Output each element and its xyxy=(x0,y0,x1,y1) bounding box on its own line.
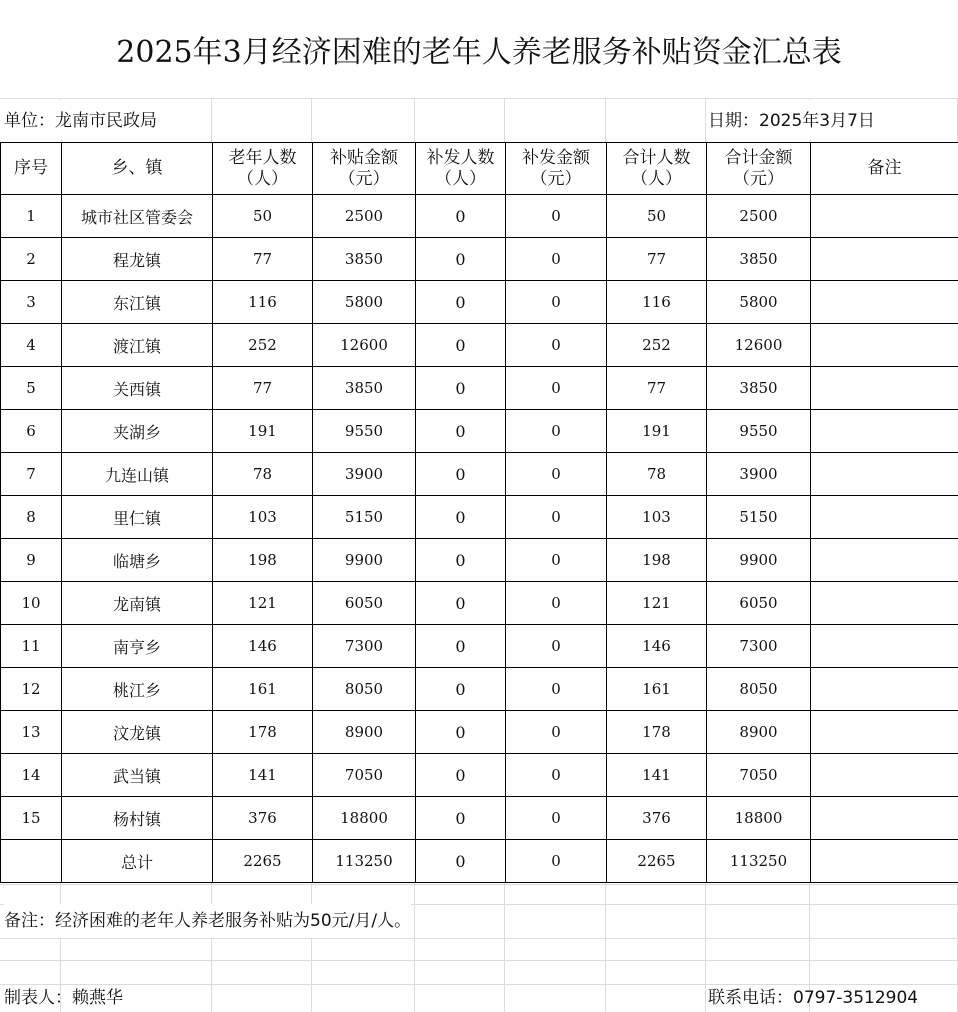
cell-reissue-people: 0 xyxy=(416,668,506,711)
table-row xyxy=(1,711,958,754)
cell-seq: 12 xyxy=(1,668,62,711)
cell-reissue-people: 0 xyxy=(416,367,506,410)
cell-reissue-amount: 0 xyxy=(506,453,607,496)
cell-subsidy: 9550 xyxy=(313,410,416,453)
cell-total-amount: 2500 xyxy=(707,195,811,238)
header-line1: 合计金额 xyxy=(724,147,793,168)
cell-seq: 4 xyxy=(1,324,62,367)
cell-total-amount: 113250 xyxy=(707,840,811,883)
sheet-gridline xyxy=(0,938,958,939)
cell-remark xyxy=(811,238,958,281)
cell-town: 龙南镇 xyxy=(62,582,213,625)
cell-reissue-amount: 0 xyxy=(506,582,607,625)
cell-town: 里仁镇 xyxy=(62,496,213,539)
cell-total-amount: 3850 xyxy=(707,238,811,281)
cell-total-amount: 12600 xyxy=(707,324,811,367)
cell-elders: 376 xyxy=(213,797,313,840)
cell-town: 夹湖乡 xyxy=(62,410,213,453)
cell-remark xyxy=(811,453,958,496)
header-subsidy xyxy=(313,143,416,195)
cell-remark xyxy=(811,539,958,582)
header-line2: （元） xyxy=(338,168,390,189)
cell-total-people: 141 xyxy=(607,754,707,797)
cell-subsidy: 3850 xyxy=(313,367,416,410)
cell-subsidy: 12600 xyxy=(313,324,416,367)
cell-total-people: 198 xyxy=(607,539,707,582)
table-row xyxy=(1,238,958,281)
header-line2: （元） xyxy=(530,168,582,189)
header-reissue-amount xyxy=(506,143,607,195)
cell-reissue-amount: 0 xyxy=(506,668,607,711)
cell-seq: 13 xyxy=(1,711,62,754)
cell-total-people: 2265 xyxy=(607,840,707,883)
cell-reissue-people: 0 xyxy=(416,410,506,453)
cell-elders: 77 xyxy=(213,367,313,410)
cell-reissue-people: 0 xyxy=(416,711,506,754)
cell-elders: 161 xyxy=(213,668,313,711)
contact-phone: 联系电话：0797-3512904 xyxy=(708,988,919,1008)
cell-town: 东江镇 xyxy=(62,281,213,324)
cell-reissue-amount: 0 xyxy=(506,281,607,324)
table-row xyxy=(1,668,958,711)
table-row xyxy=(1,625,958,668)
header-line2: （元） xyxy=(733,168,784,189)
cell-subsidy: 7300 xyxy=(313,625,416,668)
table-row xyxy=(1,195,958,238)
cell-subsidy: 113250 xyxy=(313,840,416,883)
cell-total-people: 77 xyxy=(607,367,707,410)
cell-elders: 198 xyxy=(213,539,313,582)
cell-town: 九连山镇 xyxy=(62,453,213,496)
cell-total-amount: 8900 xyxy=(707,711,811,754)
table-maker: 制表人：赖燕华 xyxy=(4,988,123,1008)
table-header-row xyxy=(1,143,958,195)
cell-town: 汶龙镇 xyxy=(62,711,213,754)
cell-seq: 5 xyxy=(1,367,62,410)
cell-remark xyxy=(811,625,958,668)
cell-town: 临塘乡 xyxy=(62,539,213,582)
cell-subsidy: 8050 xyxy=(313,668,416,711)
table-row xyxy=(1,754,958,797)
page-title: 2025年3月经济困难的老年人养老服务补贴资金汇总表 xyxy=(0,0,958,98)
cell-seq: 8 xyxy=(1,496,62,539)
cell-subsidy: 6050 xyxy=(313,582,416,625)
header-line2: （人） xyxy=(631,168,682,189)
header-line2: （人） xyxy=(435,168,486,189)
cell-subsidy: 7050 xyxy=(313,754,416,797)
cell-elders: 178 xyxy=(213,711,313,754)
header-town xyxy=(62,143,213,195)
header-line1: 补发金额 xyxy=(522,147,590,168)
table-row xyxy=(1,324,958,367)
cell-remark xyxy=(811,410,958,453)
cell-remark xyxy=(811,582,958,625)
cell-remark xyxy=(811,367,958,410)
cell-total-people: 78 xyxy=(607,453,707,496)
cell-town: 南亨乡 xyxy=(62,625,213,668)
cell-seq: 6 xyxy=(1,410,62,453)
cell-total-people: 376 xyxy=(607,797,707,840)
cell-total-amount: 7300 xyxy=(707,625,811,668)
header-elders xyxy=(213,143,313,195)
cell-reissue-amount: 0 xyxy=(506,625,607,668)
table-body xyxy=(1,195,958,883)
cell-reissue-amount: 0 xyxy=(506,496,607,539)
cell-reissue-amount: 0 xyxy=(506,840,607,883)
cell-seq: 9 xyxy=(1,539,62,582)
cell-reissue-people: 0 xyxy=(416,797,506,840)
cell-total-amount: 5800 xyxy=(707,281,811,324)
sheet-gridline xyxy=(0,98,958,99)
table-row xyxy=(1,797,958,840)
cell-total-amount: 9550 xyxy=(707,410,811,453)
cell-seq: 1 xyxy=(1,195,62,238)
cell-total-people: 191 xyxy=(607,410,707,453)
cell-town: 关西镇 xyxy=(62,367,213,410)
cell-town: 杨村镇 xyxy=(62,797,213,840)
cell-remark xyxy=(811,324,958,367)
cell-total-amount: 6050 xyxy=(707,582,811,625)
cell-total-amount: 18800 xyxy=(707,797,811,840)
cell-reissue-people: 0 xyxy=(416,281,506,324)
cell-reissue-people: 0 xyxy=(416,496,506,539)
footnote-remark: 备注：经济困难的老年人养老服务补贴为50元/月/人。 xyxy=(4,904,411,938)
sheet-gridline xyxy=(0,960,958,961)
date-label: 日期：2025年3月7日 xyxy=(708,100,875,142)
cell-subsidy: 3850 xyxy=(313,238,416,281)
cell-subsidy: 5800 xyxy=(313,281,416,324)
table-row xyxy=(1,453,958,496)
table-row xyxy=(1,281,958,324)
cell-total-amount: 5150 xyxy=(707,496,811,539)
cell-reissue-amount: 0 xyxy=(506,238,607,281)
cell-remark xyxy=(811,797,958,840)
cell-reissue-people: 0 xyxy=(416,195,506,238)
cell-reissue-people: 0 xyxy=(416,453,506,496)
cell-subsidy: 2500 xyxy=(313,195,416,238)
cell-elders: 121 xyxy=(213,582,313,625)
cell-reissue-people: 0 xyxy=(416,625,506,668)
cell-remark xyxy=(811,281,958,324)
header-seq xyxy=(1,143,62,195)
cell-total-amount: 9900 xyxy=(707,539,811,582)
cell-remark xyxy=(811,754,958,797)
header-line1: 合计人数 xyxy=(622,147,691,168)
cell-total-amount: 8050 xyxy=(707,668,811,711)
header-line1: 老年人数 xyxy=(228,147,297,168)
cell-total-people: 161 xyxy=(607,668,707,711)
cell-seq: 3 xyxy=(1,281,62,324)
cell-total-people: 77 xyxy=(607,238,707,281)
sheet-gridline xyxy=(0,884,958,885)
cell-seq xyxy=(1,840,62,883)
cell-seq: 15 xyxy=(1,797,62,840)
cell-subsidy: 3900 xyxy=(313,453,416,496)
cell-total-people: 116 xyxy=(607,281,707,324)
header-remark-label: 备注 xyxy=(867,158,902,178)
cell-seq: 14 xyxy=(1,754,62,797)
cell-elders: 2265 xyxy=(213,840,313,883)
cell-total-people: 50 xyxy=(607,195,707,238)
table-row xyxy=(1,582,958,625)
table-row xyxy=(1,539,958,582)
cell-reissue-amount: 0 xyxy=(506,367,607,410)
cell-total-people: 178 xyxy=(607,711,707,754)
cell-elders: 141 xyxy=(213,754,313,797)
cell-town: 程龙镇 xyxy=(62,238,213,281)
cell-subsidy: 8900 xyxy=(313,711,416,754)
cell-total-people: 121 xyxy=(607,582,707,625)
cell-seq: 11 xyxy=(1,625,62,668)
cell-elders: 103 xyxy=(213,496,313,539)
total-row xyxy=(1,840,958,883)
cell-remark xyxy=(811,840,958,883)
cell-seq: 10 xyxy=(1,582,62,625)
header-line2: （人） xyxy=(237,168,288,189)
cell-town: 城市社区管委会 xyxy=(62,195,213,238)
cell-reissue-amount: 0 xyxy=(506,324,607,367)
cell-town: 渡江镇 xyxy=(62,324,213,367)
cell-subsidy: 9900 xyxy=(313,539,416,582)
cell-total-amount: 3850 xyxy=(707,367,811,410)
cell-reissue-people: 0 xyxy=(416,238,506,281)
cell-town: 桃江乡 xyxy=(62,668,213,711)
cell-reissue-amount: 0 xyxy=(506,195,607,238)
header-total-people xyxy=(607,143,707,195)
cell-reissue-amount: 0 xyxy=(506,754,607,797)
cell-elders: 146 xyxy=(213,625,313,668)
cell-reissue-amount: 0 xyxy=(506,711,607,754)
cell-elders: 78 xyxy=(213,453,313,496)
header-line1: 补发人数 xyxy=(426,147,495,168)
cell-remark xyxy=(811,668,958,711)
cell-total-people: 146 xyxy=(607,625,707,668)
cell-elders: 116 xyxy=(213,281,313,324)
cell-elders: 50 xyxy=(213,195,313,238)
cell-seq: 7 xyxy=(1,453,62,496)
cell-reissue-people: 0 xyxy=(416,582,506,625)
header-town-label: 乡、镇 xyxy=(111,158,163,178)
cell-elders: 191 xyxy=(213,410,313,453)
cell-town: 武当镇 xyxy=(62,754,213,797)
cell-remark xyxy=(811,195,958,238)
cell-reissue-people: 0 xyxy=(416,324,506,367)
cell-reissue-amount: 0 xyxy=(506,797,607,840)
cell-seq: 2 xyxy=(1,238,62,281)
table-row xyxy=(1,367,958,410)
table-row xyxy=(1,496,958,539)
cell-reissue-people: 0 xyxy=(416,539,506,582)
cell-reissue-people: 0 xyxy=(416,840,506,883)
cell-elders: 77 xyxy=(213,238,313,281)
cell-reissue-amount: 0 xyxy=(506,539,607,582)
table-row xyxy=(1,410,958,453)
cell-reissue-amount: 0 xyxy=(506,410,607,453)
cell-total-amount: 3900 xyxy=(707,453,811,496)
cell-total-amount: 7050 xyxy=(707,754,811,797)
header-reissue-people xyxy=(416,143,506,195)
cell-elders: 252 xyxy=(213,324,313,367)
header-total-amount xyxy=(707,143,811,195)
cell-reissue-people: 0 xyxy=(416,754,506,797)
cell-subsidy: 5150 xyxy=(313,496,416,539)
cell-total-label: 总计 xyxy=(62,840,213,883)
header-seq-label: 序号 xyxy=(14,158,48,178)
cell-subsidy: 18800 xyxy=(313,797,416,840)
cell-remark xyxy=(811,496,958,539)
header-line1: 补贴金额 xyxy=(330,147,398,168)
unit-label: 单位：龙南市民政局 xyxy=(4,100,157,142)
subsidy-summary-table xyxy=(0,142,958,883)
cell-total-people: 103 xyxy=(607,496,707,539)
cell-remark xyxy=(811,711,958,754)
header-remark xyxy=(811,143,958,195)
cell-total-people: 252 xyxy=(607,324,707,367)
